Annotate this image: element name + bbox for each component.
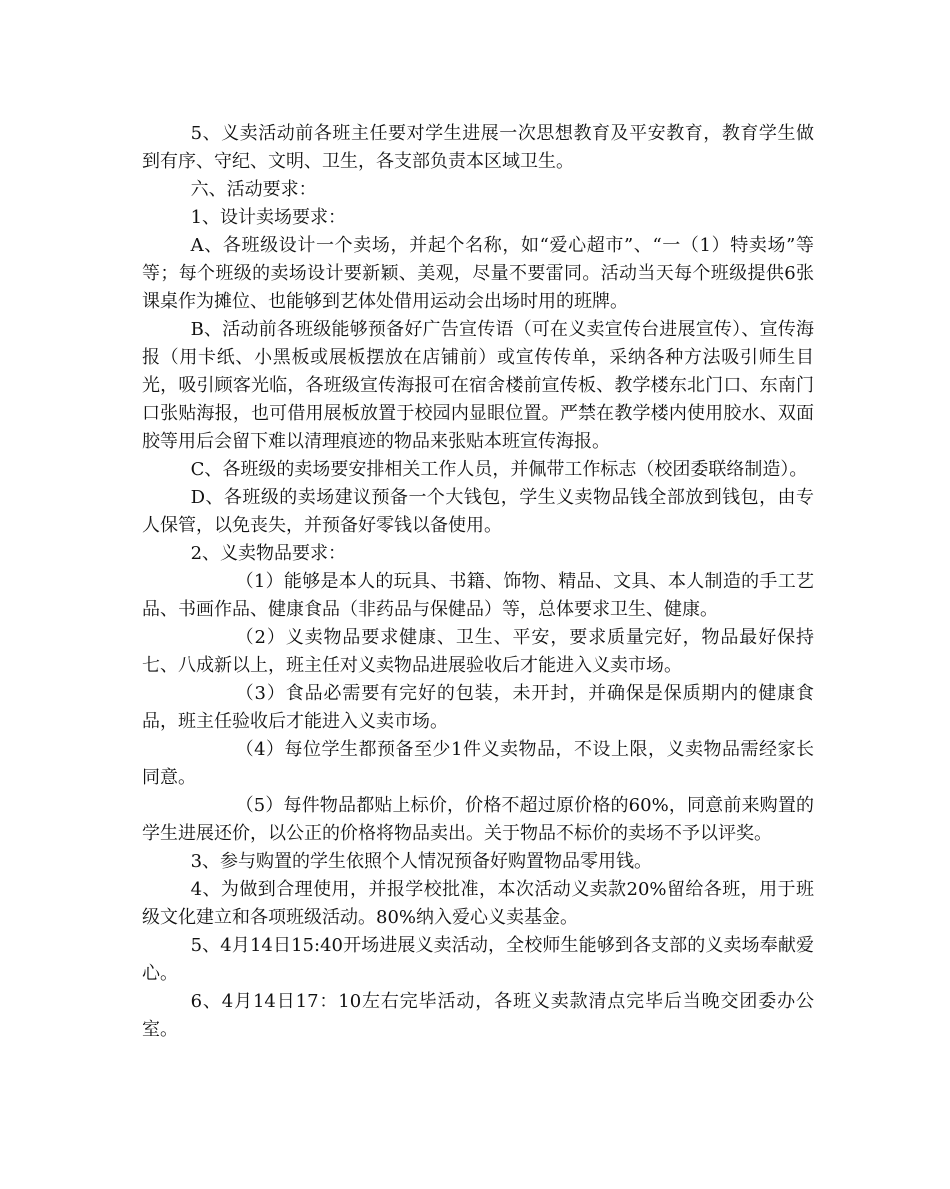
paragraph-item-5-education: 5、义卖活动前各班主任要对学生进展一次思想教育及平安教育，教育学生做到有序、守纪、文明、卫生，各支部负责本区域卫生。 bbox=[142, 123, 814, 172]
paragraph-4-funds: 4、为做到合理使用，并报学校批准，本次活动义卖款20%留给各班，用于班级文化建立和各项班级活动。80%纳入爱心义卖基金。 bbox=[142, 879, 814, 928]
subheading-items: 2、义卖物品要求： bbox=[190, 543, 347, 564]
paragraph-b-promotion: B、活动前各班级能够预备好广告宣传语（可在义卖宣传台进展宣传）、宣传海报（用卡纸、小黑板或展板摆放在店铺前）或宣传传单，采纳各种方法吸引师生目光，吸引顾客光临，各班级宣传海报可在宿舍楼前宣传板、教学楼东北门口、东南门口张贴海报，也可借用展板放置于校园内显眼位置。严禁在教学楼内使用胶水、双面胶等用后会留下难以清理痕迹的物品来张贴本班宣传海报。 bbox=[142, 319, 814, 452]
paragraph-6-end-time: 6、4月14日17：10左右完毕活动，各班义卖款清点完毕后当晚交团委办公室。 bbox=[142, 991, 814, 1040]
paragraph-3-buyers: 3、参与购置的学生依照个人情况预备好购置物品零用钱。 bbox=[190, 851, 653, 872]
paragraph-item-4-quantity: （4）每位学生都预备至少1件义卖物品，不设上限，义卖物品需经家长同意。 bbox=[142, 739, 814, 788]
paragraph-c-staff: C、各班级的卖场要安排相关工作人员，并佩带工作标志（校团委联络制造）。 bbox=[190, 459, 808, 480]
paragraph-item-3-food: （3）食品必需要有完好的包装，未开封，并确保是保质期内的健康食品，班主任验收后才能进入义卖市场。 bbox=[142, 683, 814, 732]
paragraph-item-2-quality: （2）义卖物品要求健康、卫生、平安，要求质量完好，物品最好保持七、八成新以上，班主任对义卖物品进展验收后才能进入义卖市场。 bbox=[142, 627, 814, 676]
paragraph-item-5-pricing: （5）每件物品都贴上标价，价格不超过原价格的60%，同意前来购置的学生进展还价，以公正的价格将物品卖出。关于物品不标价的卖场不予以评奖。 bbox=[142, 795, 814, 844]
subheading-stall-design: 1、设计卖场要求： bbox=[190, 207, 347, 228]
paragraph-a-stall-design: A、各班级设计一个卖场，并起个名称，如“爱心超市”、“一（1）特卖场”等等；每个班级的卖场设计要新颖、美观，尽量不要雷同。活动当天每个班级提供6张课桌作为摊位、也能够到艺体处借用运动会出场时用的班牌。 bbox=[142, 235, 814, 312]
paragraph-d-wallet: D、各班级的卖场建议预备一个大钱包，学生义卖物品钱全部放到钱包，由专人保管，以免丧失，并预备好零钱以备使用。 bbox=[142, 487, 814, 536]
paragraph-item-1-types: （1）能够是本人的玩具、书籍、饰物、精品、文具、本人制造的手工艺品、书画作品、健康食品（非药品与保健品）等，总体要求卫生、健康。 bbox=[142, 571, 814, 620]
section-heading-activity-requirements: 六、活动要求： bbox=[190, 179, 317, 200]
document-body bbox=[142, 120, 814, 1044]
paragraph-5-start-time: 5、4月14日15:40开场进展义卖活动，全校师生能够到各支部的义卖场奉献爱心。 bbox=[142, 935, 814, 984]
